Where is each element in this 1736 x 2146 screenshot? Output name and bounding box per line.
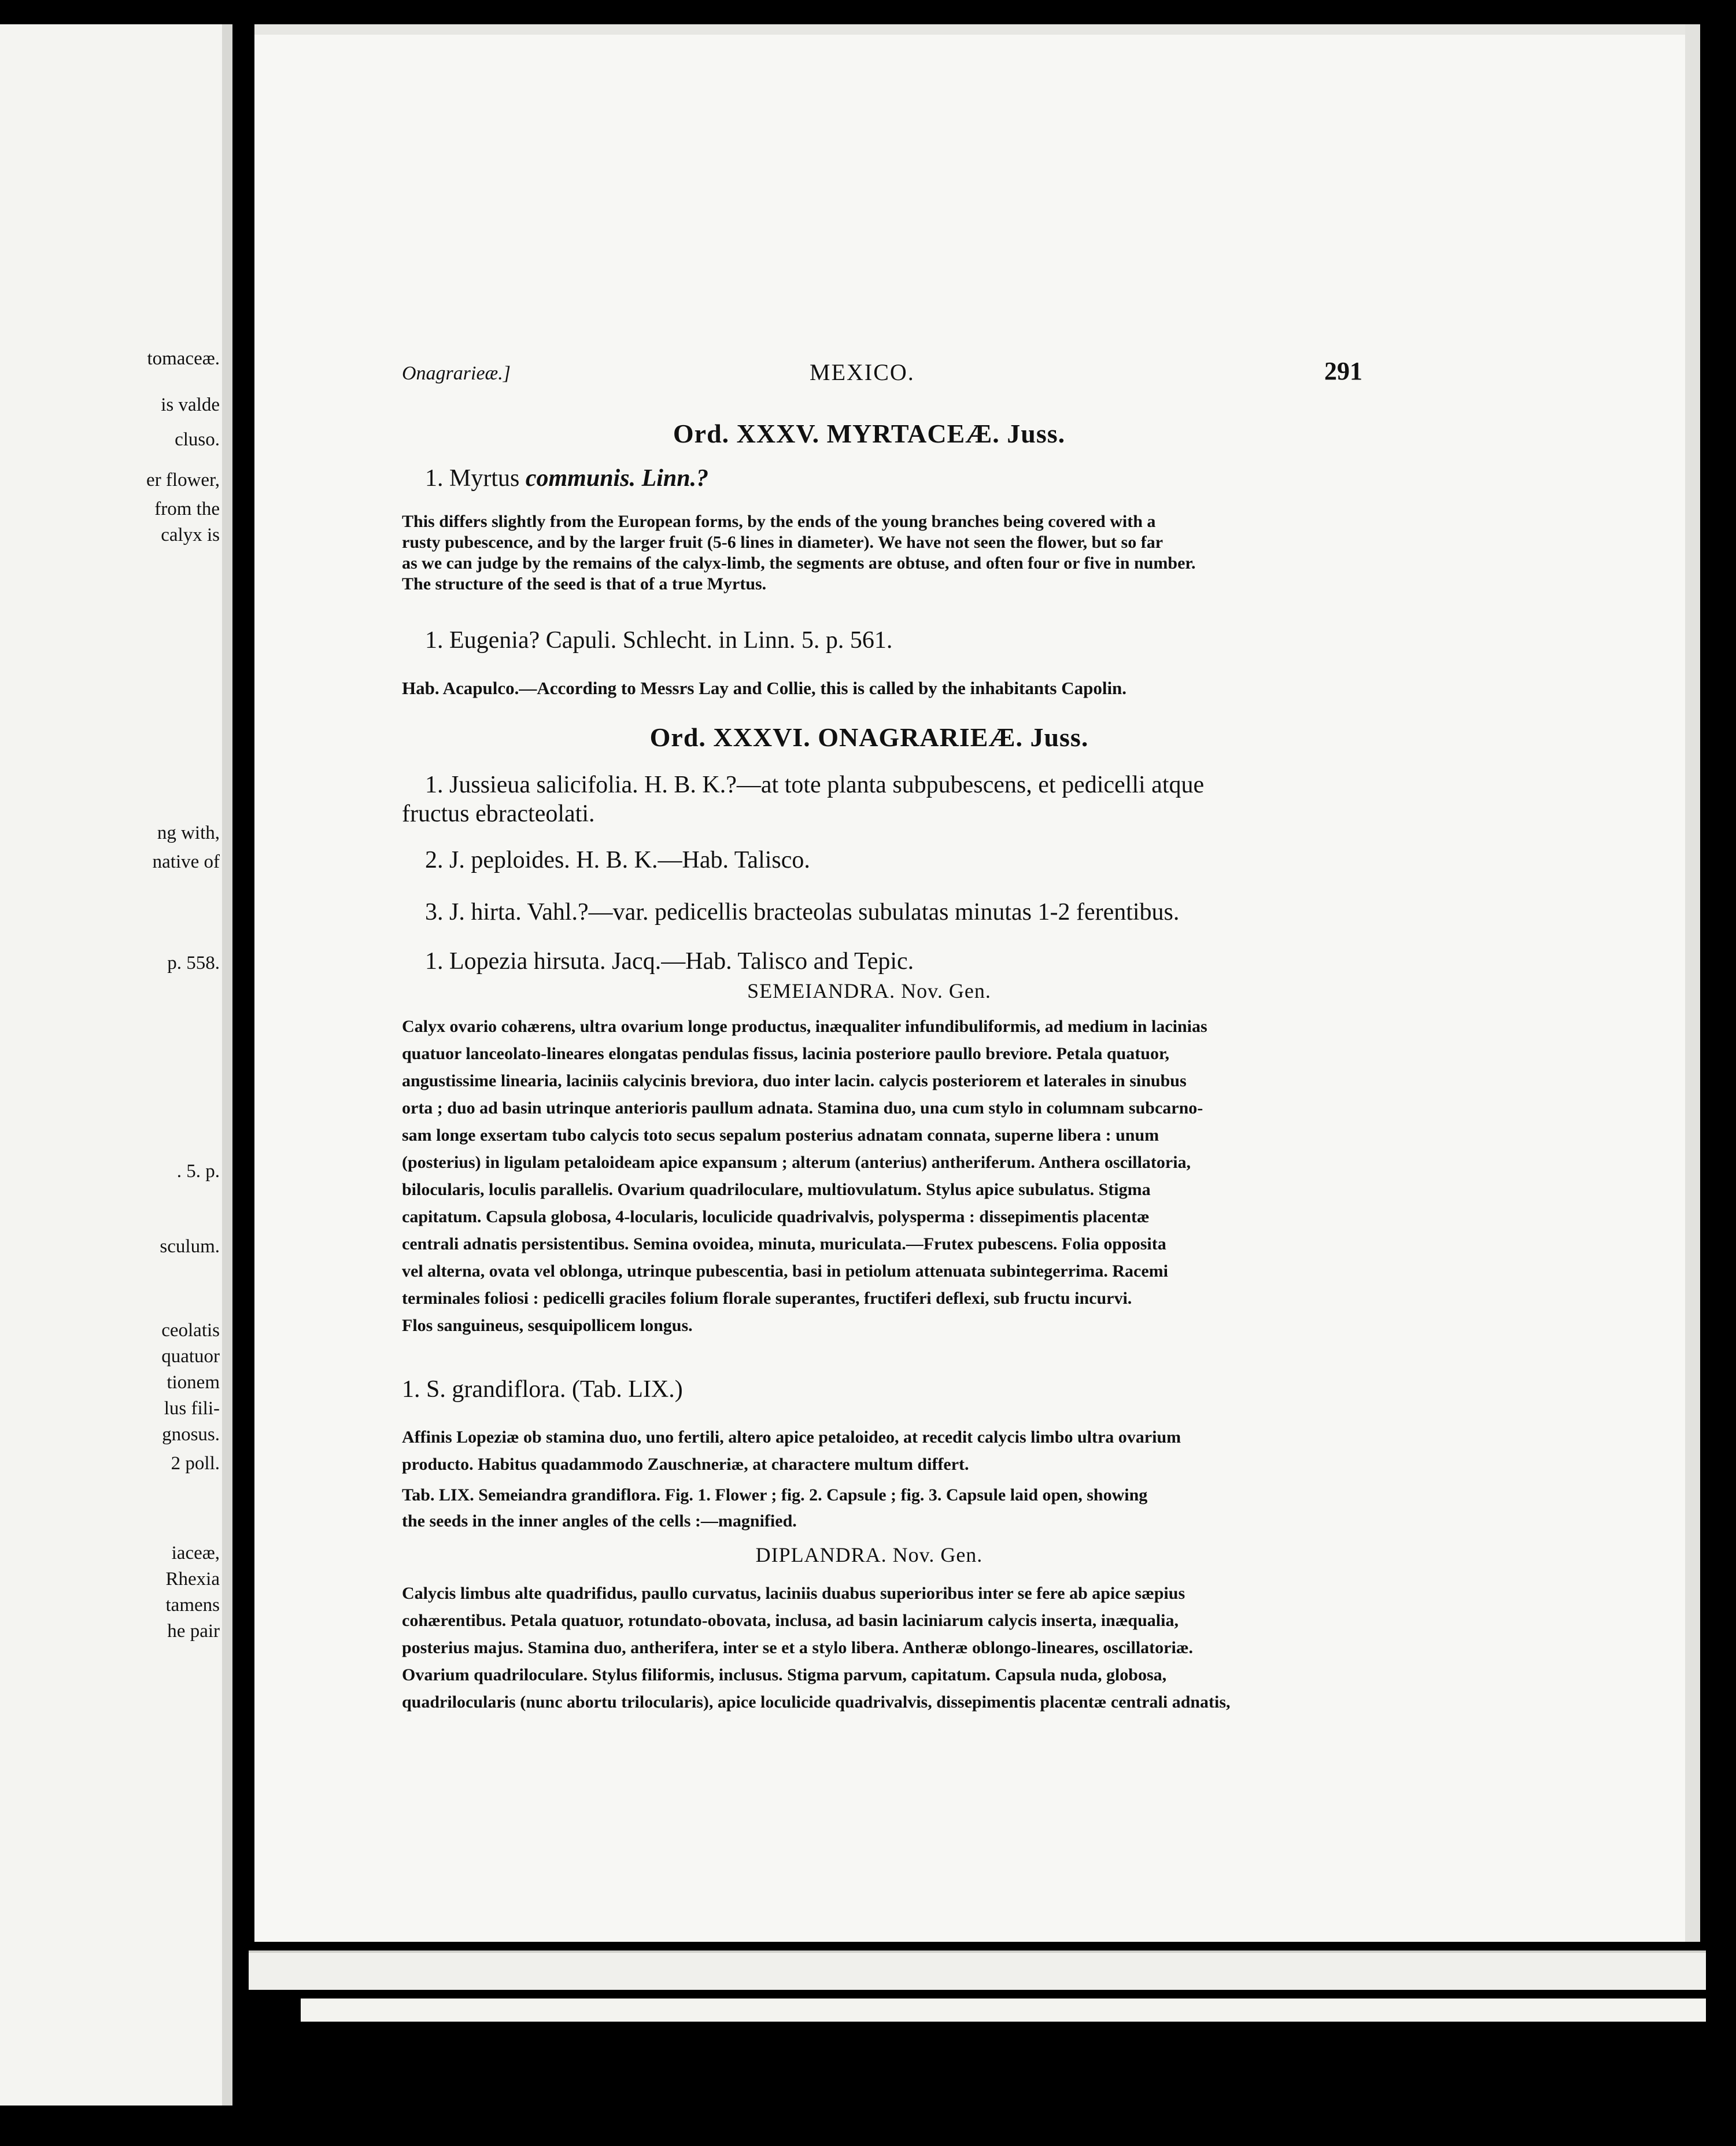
paragraph-line: The structure of the seed is that of a true Myrtus. (402, 574, 767, 593)
genus-heading-diplandra: DIPLANDRA. Nov. Gen. (755, 1543, 983, 1566)
plate-caption-line: the seeds in the inner angles of the cells :—magnified. (402, 1511, 797, 1531)
left-text-fragment: gnosus. (162, 1424, 220, 1445)
paragraph-line: as we can judge by the remains of the calyx-limb, the segments are obtuse, and often four or five in number. (402, 554, 1196, 573)
left-text-fragment: 2 poll. (171, 1453, 220, 1474)
paragraph-line: sam longe exsertam tubo calycis toto secus sepalum posterius adnatam connata, superne libera : unum (402, 1126, 1159, 1145)
entry-myrtus: 1. Myrtus communis. Linn.? (425, 465, 709, 492)
left-page-fragment (0, 24, 232, 2106)
page-number: 291 (1324, 357, 1362, 385)
left-text-fragment: Rhexia (165, 1569, 220, 1590)
habitat-eugenia: Hab. Acapulco.—According to Messrs Lay and Collie, this is called by the inhabitants Capolin. (402, 678, 1127, 698)
left-text-fragment: sculum. (160, 1236, 220, 1257)
left-text-fragment: quatuor (161, 1346, 220, 1367)
paragraph-line: quadrilocularis (nunc abortu trilocularis), apice loculicide quadrivalvis, dissepimentis placentæ centrali adnatis, (402, 1693, 1231, 1712)
paragraph-line: quatuor lanceolato-lineares elongatas pendulas fissus, lacinia posteriore paullo breviore. Petala quatuor, (402, 1044, 1170, 1063)
paragraph-line: Calyx ovario cohærens, ultra ovarium longe productus, inæqualiter infundibuliformis, ad medium in lacinias (402, 1017, 1207, 1036)
species-grandiflora: 1. S. grandiflora. (Tab. LIX.) (402, 1376, 683, 1403)
main-page (254, 24, 1700, 1942)
paragraph-line: posterius majus. Stamina duo, antherifera, inter se et a stylo libera. Antheræ oblongo-lineares, oscillatoriæ. (402, 1638, 1193, 1657)
paragraph-line: capitatum. Capsula globosa, 4-locularis, loculicide quadrivalvis, polysperma : dissepimentis placentæ (402, 1207, 1150, 1226)
left-text-fragment: tionem (167, 1372, 220, 1393)
left-text-fragment: tomaceæ. (147, 348, 220, 369)
left-text-fragment: from the (154, 499, 220, 519)
species-entry: 1. Lopezia hirsuta. Jacq.—Hab. Talisco and Tepic. (425, 948, 914, 975)
left-text-fragment: calyx is (161, 525, 220, 545)
entry-eugenia: 1. Eugenia? Capuli. Schlecht. in Linn. 5. p. 561. (425, 627, 893, 654)
paragraph-line: centrali adnatis persistentibus. Semina ovoidea, minuta, muriculata.—Frutex pubescens. Folia opposita (402, 1234, 1166, 1253)
left-text-fragment: ceolatis (161, 1320, 220, 1341)
paragraph-line: Calycis limbus alte quadrifidus, paullo curvatus, laciniis duabus superioribus inter se fere ab apice sæpius (402, 1584, 1185, 1603)
paragraph-line: rusty pubescence, and by the larger fruit (5-6 lines in diameter). We have not seen the flower, but so far (402, 533, 1164, 552)
order-heading-onagrarieae: Ord. XXXVI. ONAGRARIEÆ. Juss. (649, 722, 1089, 752)
left-text-fragment: . 5. p. (176, 1161, 220, 1182)
running-head-title: MEXICO. (810, 359, 915, 385)
left-text-fragment: iaceæ, (171, 1543, 220, 1564)
paragraph-line: bilocularis, loculis parallelis. Ovarium quadriloculare, multiovulatum. Stylus apice subulatus. Stigma (402, 1180, 1151, 1199)
left-text-fragment: cluso. (175, 429, 220, 450)
paragraph-line: vel alterna, ovata vel oblonga, utrinque pubescentia, basi in petiolum attenuata subintegerrima. Racemi (402, 1262, 1168, 1281)
page-edge (222, 24, 232, 2106)
paragraph-line: terminales foliosi : pedicelli graciles folium florale superantes, fructiferi deflexi, sub fructu incurvi. (402, 1289, 1132, 1308)
left-text-fragment: lus fili- (164, 1398, 220, 1419)
page-shadow (1685, 24, 1700, 1942)
left-text-fragment: is valde (161, 394, 220, 415)
left-text-fragment: p. 558. (167, 953, 220, 974)
paragraph-line: producto. Habitus quadammodo Zauschneriæ, at charactere multum differt. (402, 1455, 969, 1474)
paragraph-line: angustissime linearia, laciniis calycinis breviora, duo inter lacin. calycis posteriorem et laterales in sinubus (402, 1071, 1187, 1090)
paragraph-line: This differs slightly from the European forms, by the ends of the young branches being covered with a (402, 512, 1156, 531)
species-entry: 3. J. hirta. Vahl.?—var. pedicellis bracteolas subulatas minutas 1-2 ferentibus. (425, 899, 1180, 925)
left-text-fragment: native of (152, 851, 220, 872)
species-entry: 2. J. peploides. H. B. K.—Hab. Talisco. (425, 847, 810, 873)
order-heading-myrtaceae: Ord. XXXV. MYRTACEÆ. Juss. (673, 419, 1066, 448)
left-text-fragment: he pair (167, 1621, 220, 1642)
paragraph-line: Flos sanguineus, sesquipollicem longus. (402, 1316, 693, 1335)
left-text-fragment: tamens (165, 1595, 220, 1616)
paragraph-line: cohærentibus. Petala quatuor, rotundato-obovata, inclusa, ad basin laciniarum calycis inserta, inæqualia, (402, 1611, 1179, 1630)
paragraph-line: (posterius) in ligulam petaloideam apice expansum ; alterum (anterius) antheriferum. Anthera oscillatoria, (402, 1153, 1191, 1172)
page-bottom-edge (249, 1950, 1706, 1990)
page-bottom-edge (301, 1998, 1706, 2022)
paragraph-line: Ovarium quadriloculare. Stylus filiformis, inclusus. Stigma parvum, capitatum. Capsula nuda, globosa, (402, 1665, 1167, 1684)
paragraph-line: Affinis Lopeziæ ob stamina duo, uno fertili, altero apice petaloideo, at recedit calycis limbo ultra ovarium (402, 1428, 1181, 1447)
page-shadow (254, 24, 1700, 35)
species-entry: fructus ebracteolati. (402, 801, 595, 827)
genus-heading-semeiandra: SEMEIANDRA. Nov. Gen. (747, 979, 991, 1002)
running-head-left: Onagrarieæ.] (402, 363, 511, 384)
plate-caption-line: Tab. LIX. Semeiandra grandiflora. Fig. 1. Flower ; fig. 2. Capsule ; fig. 3. Capsule laid open, showing (402, 1485, 1148, 1505)
paragraph-line: orta ; duo ad basin utrinque anterioris paullum adnata. Stamina duo, una cum stylo in columnam subcarno- (402, 1098, 1203, 1118)
left-text-fragment: er flower, (146, 470, 220, 491)
left-text-fragment: ng with, (157, 823, 220, 843)
species-entry: 1. Jussieua salicifolia. H. B. K.?—at tote planta subpubescens, et pedicelli atque (425, 772, 1205, 798)
